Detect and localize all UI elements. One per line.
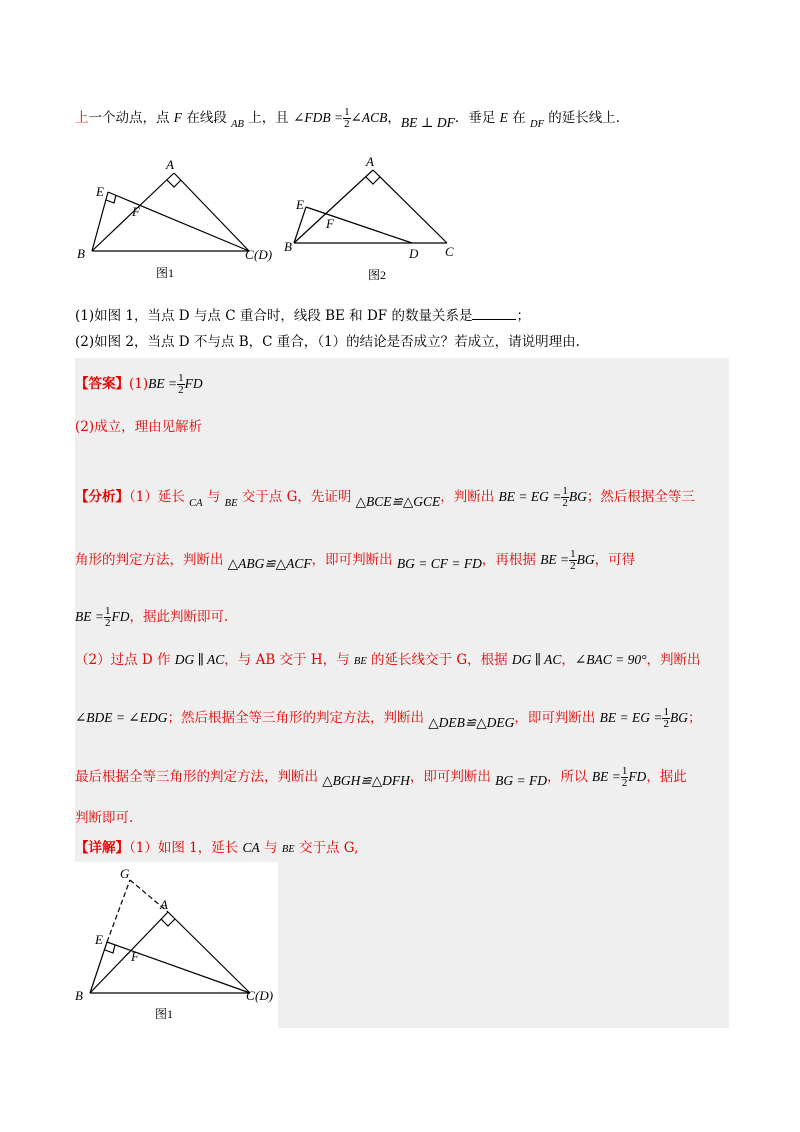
fig2-line-BA [294,170,373,243]
fig2-line-AC [373,170,447,243]
fig1-caption: 图1 [156,266,175,280]
fig2-label-D: D [409,246,419,261]
fig2-line-ED [306,207,412,243]
fig3-line-BE [90,942,107,993]
fig2-label-B: B [284,239,292,254]
fig3-line-BA [90,912,168,993]
fig3-label-B: B [75,988,83,1003]
fig1-label-C: C [245,247,254,262]
fig1-line-BE [92,192,108,251]
analysis-line-4: （2）过点 D 作 DG ∥ AC，与 AB 交于 H，与 BE 的延长线交于 G，根据 DG ∥ AC，∠BAC = 90°，判断出 [75,652,701,668]
fig3-label-C: C [246,988,255,1003]
fig3-label-A: A [160,897,168,912]
analysis-line-6: 最后根据全等三角形的判定方法，判断出 △BGH≌△DFH，即可判断出 BG = FD，所以 BE = $\frac{1}{2}$ FD，据此 [75,765,687,789]
analysis-line-3: BE = $\frac{1}{2}$ FD，据此判断即可. [75,605,229,629]
fig2-label-E: E [296,197,304,212]
fig3-caption: 图1 [155,1007,174,1021]
analysis-line-2: 角形的判定方法，判断出 △ABG≌△ACF，即可判断出 BG = CF = FD，再根据 BE = $\frac{1}{2}$ BG，可得 [75,548,636,572]
fraction-half: $\frac{1}{2}$ [344,106,350,130]
detail-line: 【详解】（1）如图 1，延长 CA 与 BE 交于点 G, [75,840,359,856]
fig1-right-angle-A [167,180,181,187]
fig2-label-C: C [445,244,454,259]
fig1-label-B: B [77,246,85,261]
analysis-line-5: ∠BDE = ∠EDG；然后根据全等三角形的判定方法，判断出 △DEB≌△DEG，即可判断出 BE = EG = $\frac{1}{2}$ BG； [75,706,702,730]
detail-label: 【详解】 [75,840,129,856]
problem-statement: 上一个动点，点 F 在线段 $_{AB}$ 上，且 ∠FDB = $\frac{1}{2}$ ∠ACB，BE ⊥ DF．垂足 E 在 $_{DF}$ 的延长线上． [75,106,630,130]
analysis-label: 【分析】 [75,489,129,505]
fig2-right-angle-A [366,177,380,184]
fig1-label-F: F [132,204,140,219]
fig3-label-E: E [95,932,103,947]
fig1-label-A: A [166,157,174,172]
fig3-dashed-EG [107,880,130,942]
answer-blank [472,307,516,320]
fig1-label-D: (D) [254,247,273,262]
fig2-label-A: A [366,154,374,169]
fig1-line-AC [174,173,249,251]
fig1-right-angle-E [106,195,116,203]
answer-label: 【答案】 [75,376,129,392]
fig3-line-AC [168,912,250,993]
question-1: (1)如图 1，当点 D 与点 C 重合时，线段 BE 和 DF 的数量关系是 ； [75,308,530,324]
fig3-right-angle-A [161,919,175,926]
figure-1 [70,155,285,290]
fig2-caption: 图2 [368,268,387,282]
question-2: (2)如图 2，当点 D 不与点 B，C 重合，（1）的结论是否成立？若成立，请说明理由. [75,334,580,350]
answer-line-1: 【答案】(1)BE = $\frac{1}{2}$ FD [75,372,203,396]
fig1-label-E: E [96,184,104,199]
figure-3 [72,862,282,1028]
fig1-line-EC [108,192,249,251]
fig3-right-angle-E [105,945,115,953]
fig3-label-F: F [131,949,139,964]
analysis-line-7: 判断即可. [75,810,134,826]
analysis-line-1: 【分析】（1）延长 $_{CA}$ 与 $_{BE}$ 交于点 G，先证明 △BCE≌△GCE，判断出 BE = EG = $\frac{1}{2}$ BG；然后根据全等三 [75,485,695,509]
fig3-label-D: (D) [255,988,274,1003]
fig3-line-EC [107,942,250,993]
answer-line-2: (2)成立，理由见解析 [75,419,203,435]
fig3-label-G: G [120,866,130,881]
figure-2 [282,150,467,290]
fig2-label-F: F [326,216,334,231]
intro-red-char: 上 [75,110,89,126]
